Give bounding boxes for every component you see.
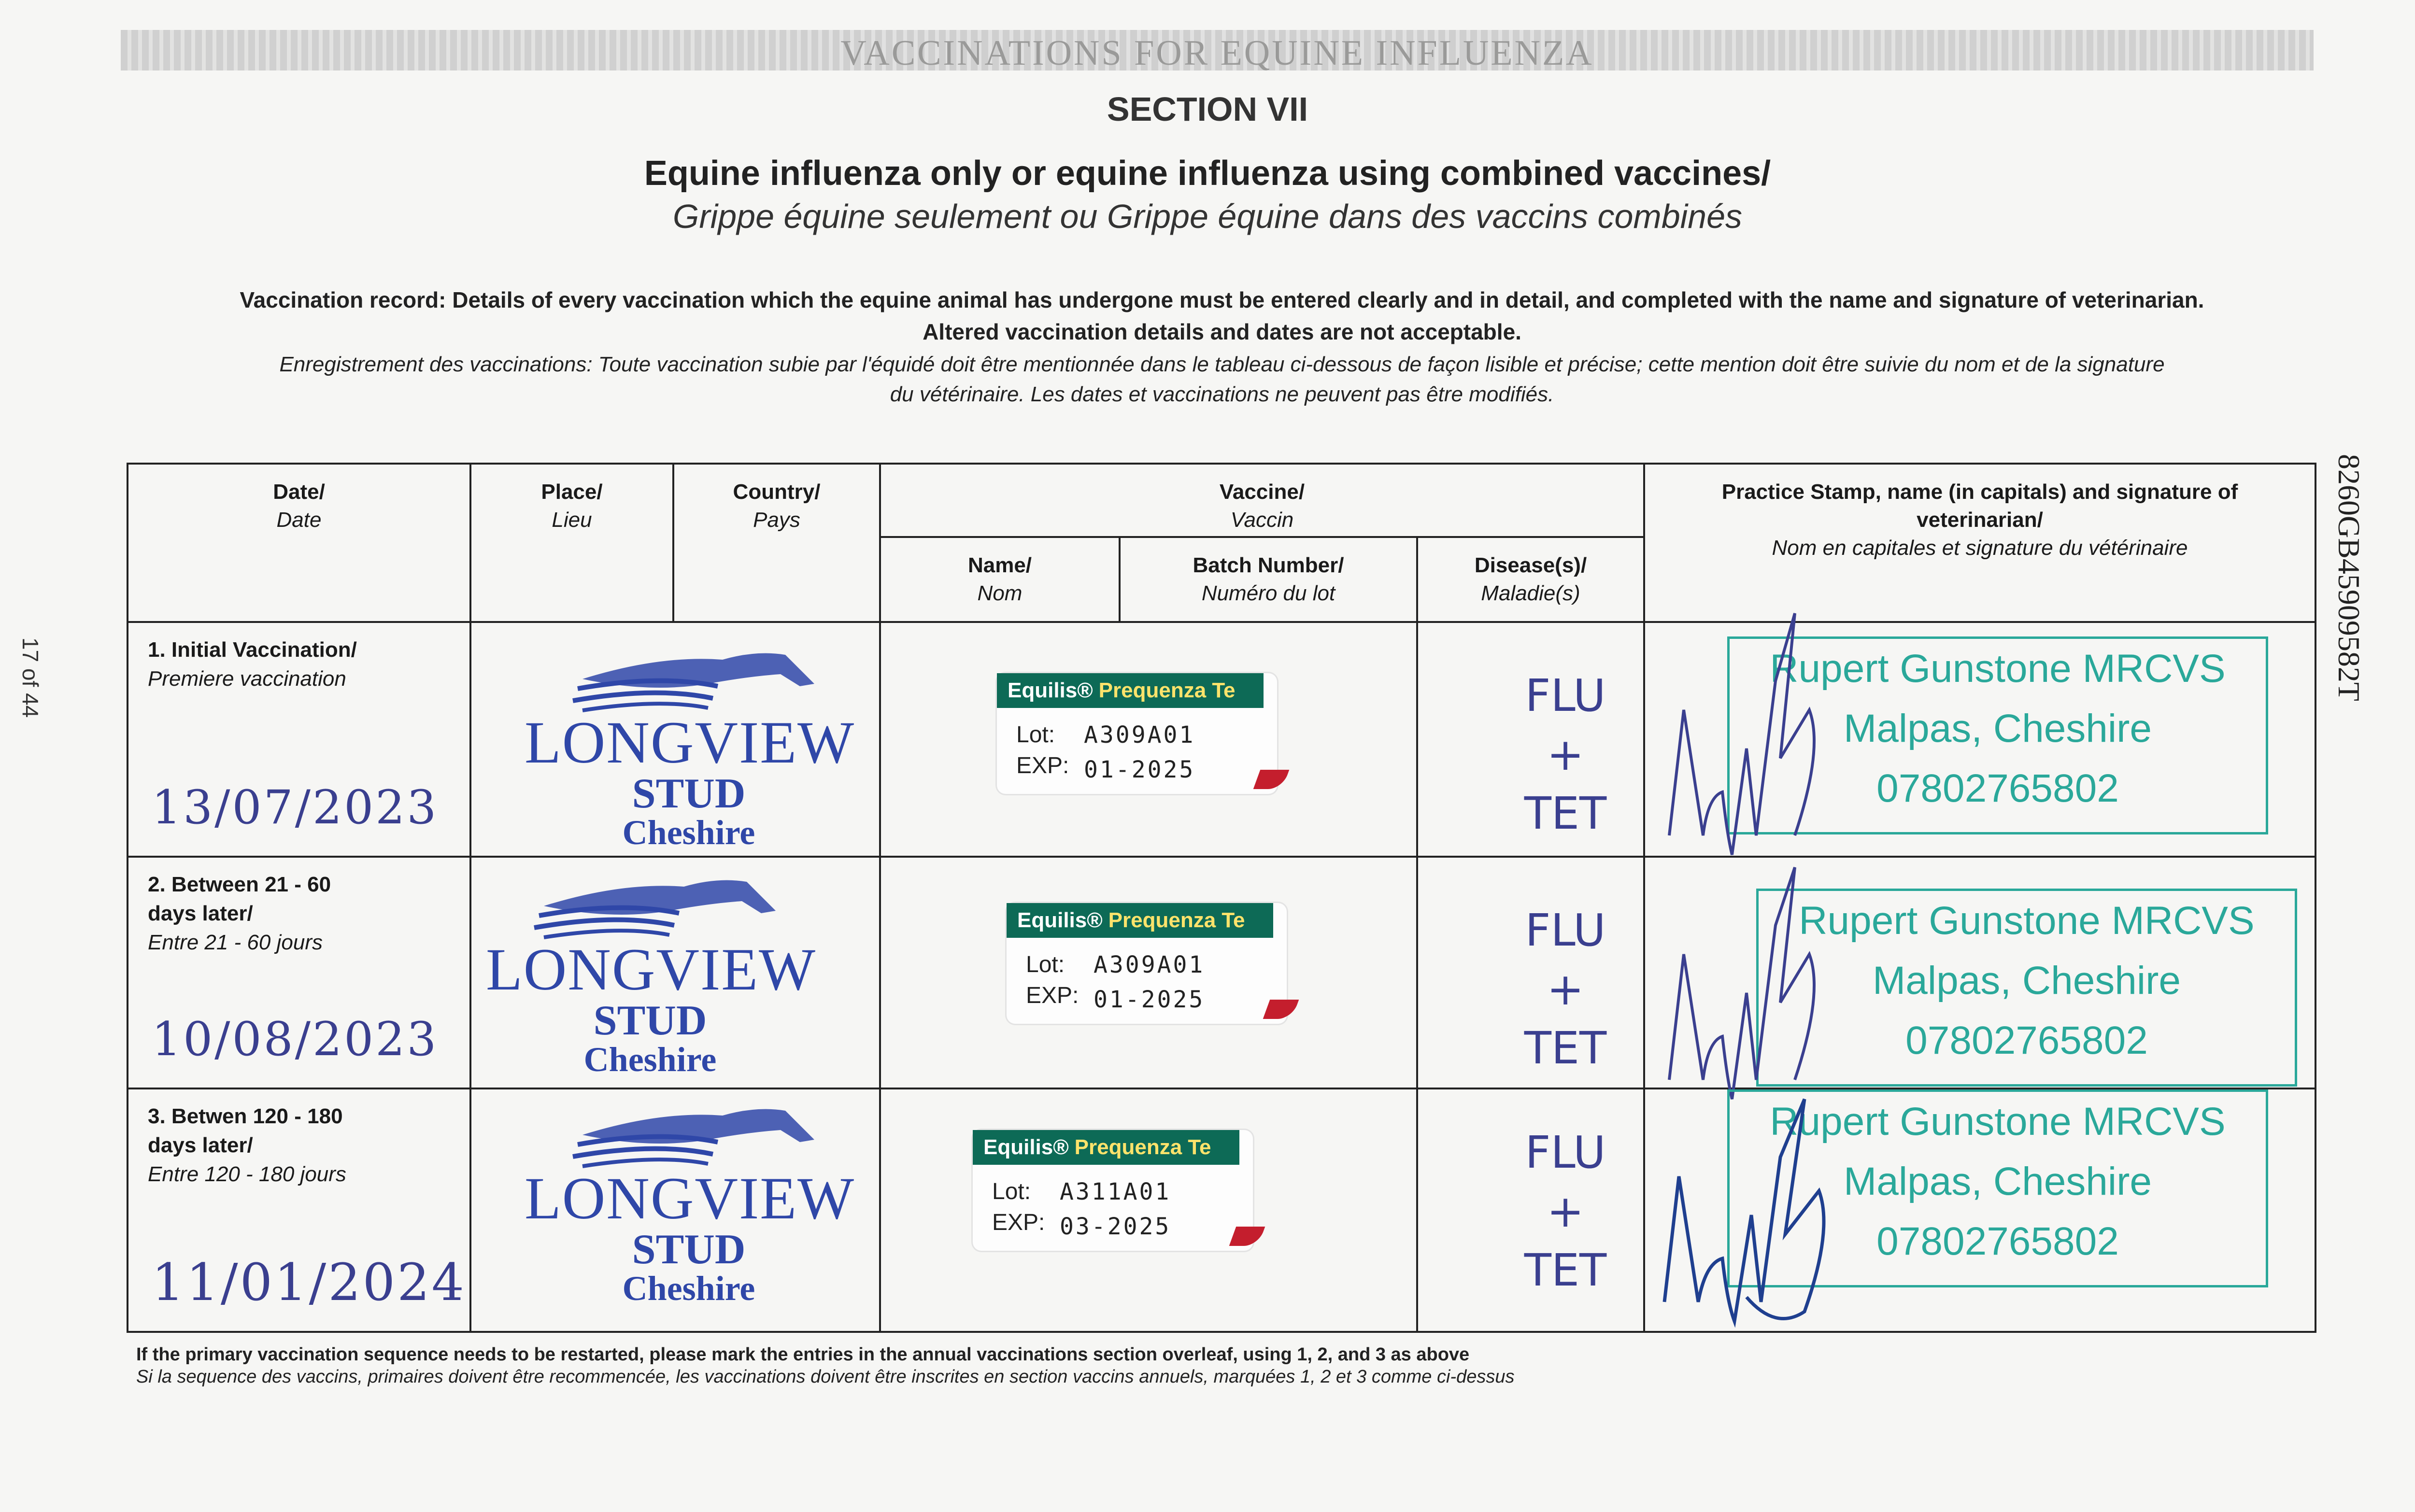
disease-line1: FLU	[1525, 670, 1606, 721]
sticker-exp-value: 03-2025	[1060, 1213, 1171, 1240]
sticker-exp-label: EXP:	[992, 1210, 1045, 1235]
page-number: 17 of 44	[18, 637, 43, 718]
header-batch	[1120, 537, 1417, 622]
stud-stamp	[467, 867, 817, 1080]
stud-name-line2: STUD	[593, 997, 707, 1044]
horse-logo-icon	[563, 640, 834, 718]
disease-line2: +	[1547, 1186, 1584, 1237]
intro-french-line2: du vétérinaire. Les dates et vaccinations ne peuvent pas être modifiés.	[890, 382, 1554, 406]
header-country-fr: Pays	[753, 508, 800, 532]
stud-name	[525, 1165, 855, 1308]
sticker-brand	[997, 673, 1264, 708]
sticker-exp-label: EXP:	[1016, 753, 1069, 778]
horse-logo-icon	[525, 867, 795, 945]
disease-cell	[1417, 622, 1644, 857]
stud-name-line3: Cheshire	[622, 813, 755, 852]
row-label-cell	[128, 622, 470, 857]
sticker-product: Prequenza Te	[1098, 678, 1236, 702]
stud-name	[486, 936, 817, 1079]
intro-english-line2: Altered vaccination details and dates are not acceptable.	[923, 319, 1521, 344]
sticker-corner	[1263, 1000, 1299, 1019]
vaccine-sticker	[997, 673, 1277, 794]
stud-name-line3: Cheshire	[583, 1040, 717, 1079]
vet-stamp-place: Malpas, Cheshire	[1843, 1159, 2152, 1203]
horse-logo-icon	[563, 1096, 834, 1173]
stud-name-line1: LONGVIEW	[525, 1165, 855, 1231]
header-banner	[121, 30, 2314, 71]
place-country-cell	[470, 622, 880, 857]
vet-cell	[1644, 857, 2316, 1088]
passport-number: 8260GB45909582T	[2332, 454, 2366, 701]
sticker-corner	[1253, 770, 1290, 789]
vaccine-sticker	[1007, 903, 1287, 1024]
sticker-brand-name: Equilis	[1008, 678, 1078, 702]
intro-english	[126, 284, 2318, 348]
intro-french-line1: Enregistrement des vaccinations: Toute vaccination subie par l'équidé doit être mentionnée dans le tableau ci-dessous de façon lisible et précise; cette mention doit être suivie du nom et de la signature	[279, 353, 2165, 376]
vaccine-cell	[880, 857, 1417, 1088]
sticker-product: Prequenza Te	[1108, 908, 1245, 932]
row-label-en2: days later/	[148, 1133, 253, 1157]
vaccine-cell	[880, 1088, 1417, 1332]
sticker-brand-name: Equilis	[1017, 908, 1087, 932]
place-country-cell	[470, 1088, 880, 1332]
disease-line3: TET	[1524, 788, 1607, 839]
table-row	[128, 622, 2316, 857]
stud-name-line3: Cheshire	[622, 1269, 755, 1308]
row-label-en2: days later/	[148, 902, 253, 925]
vet-stamp-phone: 07802765802	[1876, 1219, 2119, 1263]
vet-stamp-place: Malpas, Cheshire	[1872, 959, 2181, 1003]
sticker-lot-label: Lot:	[992, 1179, 1031, 1204]
header-vaccine-name	[880, 537, 1120, 622]
vet-signature-icon	[1650, 565, 1853, 874]
vet-stamp-name: Rupert Gunstone MRCVS	[1770, 647, 2226, 691]
disease-line3: TET	[1524, 1244, 1607, 1296]
header-disease-fr: Maladie(s)	[1481, 581, 1580, 605]
handwritten-date: 11/01/2024	[152, 1253, 466, 1312]
row-label-cell	[128, 1088, 470, 1332]
stud-stamp	[505, 1096, 855, 1309]
header-date-fr: Date	[276, 508, 322, 532]
vet-stamp-name: Rupert Gunstone MRCVS	[1799, 899, 2255, 943]
header-place-en: Place/	[541, 480, 603, 504]
sticker-lot-value: A311A01	[1060, 1178, 1171, 1205]
header-batch-fr: Numéro du lot	[1201, 581, 1335, 605]
header-date	[128, 464, 470, 622]
sticker-corner	[1229, 1227, 1265, 1246]
row-label-cell	[128, 857, 470, 1088]
vet-stamp-phone: 07802765802	[1905, 1018, 2148, 1062]
sticker-brand	[973, 1130, 1239, 1165]
disease-line2: +	[1547, 729, 1584, 780]
vet-stamp-place: Malpas, Cheshire	[1843, 707, 2152, 750]
footer-english: If the primary vaccination sequence needs to be restarted, please mark the entries in the annual vaccinations section overleaf, using 1, 2, and 3 as above	[136, 1344, 1470, 1365]
header-place	[470, 464, 673, 622]
sticker-product: Prequenza Te	[1074, 1135, 1211, 1159]
header-vaccine-en: Vaccine/	[1219, 480, 1305, 504]
stud-name-line1: LONGVIEW	[486, 936, 817, 1003]
disease-line3: TET	[1524, 1022, 1607, 1074]
disease-line1: FLU	[1525, 1127, 1606, 1178]
handwritten-date: 13/07/2023	[152, 780, 439, 834]
sticker-brand	[1007, 903, 1273, 938]
header-name-en: Name/	[967, 553, 1032, 577]
header-place-fr: Lieu	[552, 508, 592, 532]
table-row	[128, 1088, 2316, 1332]
header-vet-fr: Nom en capitales et signature du vétérinaire	[1772, 536, 2188, 560]
sticker-reg-mark: ®	[1077, 678, 1093, 702]
sticker-reg-mark: ®	[1053, 1135, 1069, 1159]
stud-name	[525, 709, 855, 852]
sticker-lot-value: A309A01	[1084, 721, 1195, 749]
stud-stamp	[505, 640, 855, 853]
row-label-en: 1. Initial Vaccination/	[148, 638, 357, 662]
header-vet-en2: veterinarian/	[1917, 508, 2043, 532]
disease-line2: +	[1547, 963, 1584, 1015]
place-country-cell	[470, 857, 880, 1088]
vet-cell	[1644, 1088, 2316, 1332]
banner-title: VACCINATIONS FOR EQUINE INFLUENZA	[840, 33, 1594, 73]
header-vaccine-fr: Vaccin	[1230, 508, 1294, 532]
intro-french	[126, 350, 2318, 410]
header-country-en: Country/	[733, 480, 821, 504]
table-row	[128, 857, 2316, 1088]
header-disease-en: Disease(s)/	[1474, 553, 1587, 577]
vet-cell	[1644, 622, 2316, 857]
disease-cell	[1417, 857, 1644, 1088]
vaccine-sticker	[973, 1130, 1253, 1251]
row-label-en: 3. Betwen 120 - 180	[148, 1104, 343, 1128]
header-disease	[1417, 537, 1644, 622]
sticker-lot-value: A309A01	[1094, 951, 1205, 978]
heading-french: Grippe équine seulement ou Grippe équine dans des vaccins combinés	[672, 198, 1743, 235]
header-name-fr: Nom	[977, 581, 1023, 605]
sticker-reg-mark: ®	[1087, 908, 1103, 932]
footer-french: Si la sequence des vaccins, primaires doivent être recommencée, les vaccinations doivent être inscrites en section vaccins annuels, marquées 1, 2 et 3 comme ci-dessus	[136, 1367, 1515, 1387]
stud-name-line2: STUD	[632, 1226, 746, 1273]
sticker-exp-value: 01-2025	[1094, 986, 1205, 1013]
handwritten-date: 10/08/2023	[152, 1012, 439, 1066]
vet-signature-icon	[1650, 1070, 1862, 1341]
sticker-lot-label: Lot:	[1026, 952, 1065, 977]
vaccination-table	[127, 463, 2316, 1333]
header-country	[673, 464, 880, 622]
row-label-fr: Entre 21 - 60 jours	[148, 931, 323, 954]
row-label-fr: Premiere vaccination	[148, 667, 346, 691]
heading-english: Equine influenza only or equine influenza using combined vaccines/	[644, 154, 1771, 193]
header-date-en: Date/	[273, 480, 325, 504]
stud-name-line2: STUD	[632, 770, 746, 817]
stud-name-line1: LONGVIEW	[525, 709, 855, 776]
row-label-en: 2. Between 21 - 60	[148, 873, 331, 896]
intro-english-line1: Vaccination record: Details of every vaccination which the equine animal has undergone must be entered clearly and in detail, and completed with the name and signature of veterinarian.	[240, 287, 2204, 312]
sticker-exp-label: EXP:	[1026, 983, 1079, 1008]
row-label-fr: Entre 120 - 180 jours	[148, 1162, 346, 1186]
disease-line1: FLU	[1525, 904, 1606, 956]
section-title: SECTION VII	[1107, 90, 1308, 128]
vet-stamp-name: Rupert Gunstone MRCVS	[1770, 1100, 2226, 1144]
vaccine-cell	[880, 622, 1417, 857]
header-batch-en: Batch Number/	[1193, 553, 1344, 577]
sticker-exp-value: 01-2025	[1084, 756, 1195, 783]
sticker-lot-label: Lot:	[1016, 722, 1055, 748]
header-vet-en1: Practice Stamp, name (in capitals) and signature of	[1721, 480, 2238, 504]
sticker-brand-name: Equilis	[983, 1135, 1053, 1159]
vet-stamp-phone: 07802765802	[1876, 766, 2119, 810]
header-vaccine	[880, 464, 1644, 537]
disease-cell	[1417, 1088, 1644, 1332]
